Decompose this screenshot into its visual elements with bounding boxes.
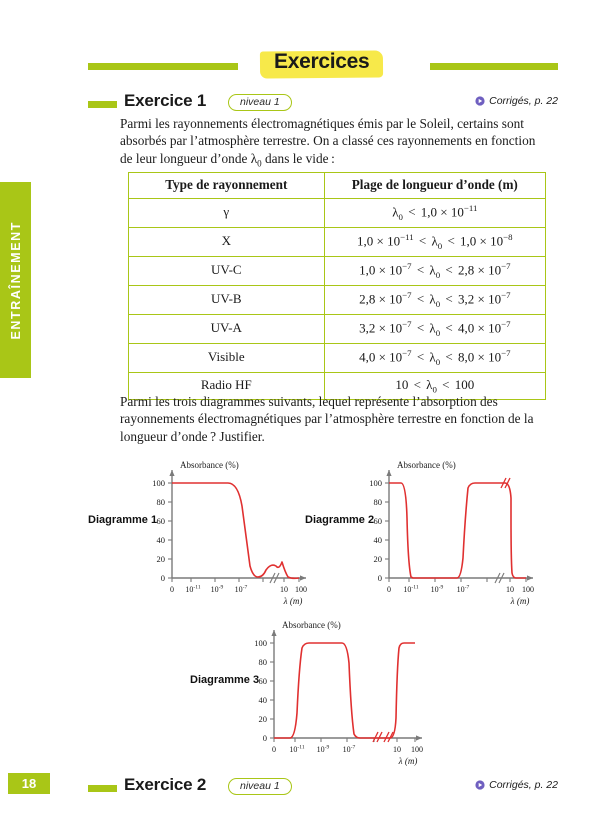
- table-row: [129, 256, 546, 285]
- exercise2-corriges-text: Corrigés, p. 22: [489, 779, 558, 791]
- exercise2-corriges-link[interactable]: [475, 779, 558, 791]
- svg-text:80: 80: [258, 657, 267, 667]
- svg-text:20: 20: [258, 714, 267, 724]
- diagramme-2: [305, 458, 555, 606]
- svg-text:60: 60: [258, 676, 267, 686]
- svg-text:0: 0: [272, 745, 276, 754]
- table-header-range: Plage de longueur d’onde (m): [324, 173, 545, 199]
- svg-text:10-7: $10^{-7}$: [456, 584, 470, 594]
- page-title: Exercices: [274, 50, 370, 73]
- diagramme-3-label: Diagramme 3: [190, 674, 260, 686]
- svg-text:100: 100: [522, 585, 534, 594]
- svg-text:10-9: $10^{-9}$: [430, 584, 444, 594]
- svg-text:20: 20: [373, 554, 382, 564]
- svg-text:0: 0: [377, 573, 382, 583]
- exercise2-title: Exercice 2: [124, 775, 207, 794]
- svg-text:10-9: $10^{-9}$: [210, 584, 224, 594]
- exercise2-dash: [88, 785, 117, 792]
- cell-radiation-type: X: [129, 227, 325, 256]
- svg-text:0: 0: [170, 585, 174, 594]
- svg-text:0: 0: [387, 585, 391, 594]
- svg-text:60: 60: [156, 516, 165, 526]
- diagramme-1-plot: [88, 458, 318, 606]
- table-row: [129, 314, 546, 343]
- play-circle-icon: [475, 96, 485, 106]
- exercise1-dash: [88, 101, 117, 108]
- cell-radiation-type: Radio HF: [129, 372, 325, 400]
- exercise1-heading: [88, 93, 558, 115]
- table-head: [129, 173, 546, 199]
- svg-text:100: 100: [411, 745, 423, 754]
- cell-radiation-type: UV-A: [129, 314, 325, 343]
- cell-wavelength-range: $\lambda_0 < 1,0 \times 10^{-11}$: [324, 199, 545, 228]
- svg-text:λ (m): λ (m): [510, 596, 530, 606]
- svg-text:100: 100: [152, 478, 165, 488]
- exercise1-intro-text: Parmi les rayonnements électromagnétiques émis par le Soleil, certains sont absorbés par l’atmosphère terrestre. On a classé ces rayonnements en fonction de leur longueur d’onde $\lambda_0$ dans le vide :: [120, 116, 536, 169]
- exercise2-heading: [88, 777, 558, 799]
- cell-wavelength-range: $10 < \lambda_0 < 100$: [324, 372, 545, 400]
- diagramme-2-label: Diagramme 2: [305, 514, 375, 526]
- cell-wavelength-range: $1,0 \times 10^{-7} < \lambda_0 < 2,8 \times 10^{-7}$: [324, 256, 545, 285]
- cell-wavelength-range: $4,0 \times 10^{-7} < \lambda_0 < 8,0 \times 10^{-7}$: [324, 343, 545, 372]
- cell-radiation-type: UV-C: [129, 256, 325, 285]
- svg-text:100: 100: [369, 478, 382, 488]
- banner-title-wrap: [260, 48, 383, 78]
- cell-wavelength-range: $3,2 \times 10^{-7} < \lambda_0 < 4,0 \times 10^{-7}$: [324, 314, 545, 343]
- svg-text:100: 100: [295, 585, 307, 594]
- exercise1-corriges-text: Corrigés, p. 22: [489, 95, 558, 107]
- svg-text:0: 0: [262, 733, 267, 743]
- banner-rule-right: [430, 63, 558, 70]
- svg-text:10-11: $10^{-11}$: [403, 584, 419, 594]
- svg-text:80: 80: [156, 497, 165, 507]
- radiation-table: [128, 172, 546, 400]
- diagramme-3-plot: [190, 618, 440, 766]
- exercices-banner: [88, 48, 558, 82]
- svg-text:10-11: $10^{-11}$: [185, 584, 201, 594]
- svg-text:10-9: $10^{-9}$: [316, 744, 330, 754]
- exercise1-question-text: Parmi les trois diagrammes suivants, lequel représente l’absorption des rayonnements électromagnétiques par l’atmosphère terrestre en fonction de la longueur d’onde ? Justifier.: [120, 394, 534, 444]
- svg-text:40: 40: [258, 695, 267, 705]
- play-circle-icon: [475, 780, 485, 790]
- diagramme-3: [190, 618, 440, 766]
- svg-text:10: 10: [393, 745, 401, 754]
- svg-text:100: 100: [254, 638, 267, 648]
- cell-radiation-type: UV-B: [129, 285, 325, 314]
- svg-text:Absorbance (%): Absorbance (%): [397, 460, 456, 470]
- svg-text:λ (m): λ (m): [398, 756, 418, 766]
- table-row: [129, 343, 546, 372]
- cell-radiation-type: Visible: [129, 343, 325, 372]
- exercise1-title: Exercice 1: [124, 91, 207, 110]
- svg-text:Absorbance (%): Absorbance (%): [180, 460, 239, 470]
- diagramme-2-plot: [305, 458, 555, 606]
- svg-text:60: 60: [373, 516, 382, 526]
- svg-text:10: 10: [280, 585, 288, 594]
- banner-rule-left: [88, 63, 238, 70]
- table-row: [129, 199, 546, 228]
- page-number-badge: [8, 773, 50, 794]
- svg-text:λ (m): λ (m): [283, 596, 303, 606]
- table-header-type: Type de rayonnement: [129, 173, 325, 199]
- table-row: [129, 227, 546, 256]
- table-row: [129, 285, 546, 314]
- svg-text:80: 80: [373, 497, 382, 507]
- svg-text:40: 40: [373, 535, 382, 545]
- section-tab-entrainement: [0, 182, 31, 378]
- page-number-text: 18: [21, 776, 37, 791]
- exercise1-level-badge: niveau 1: [228, 94, 292, 111]
- svg-text:10-7: $10^{-7}$: [342, 744, 356, 754]
- svg-text:10-11: $10^{-11}$: [289, 744, 305, 754]
- svg-text:20: 20: [156, 554, 165, 564]
- svg-text:10-7: $10^{-7}$: [234, 584, 248, 594]
- section-tab-label: ENTRAÎNEMENT: [8, 220, 23, 340]
- exercise2-level-badge: niveau 1: [228, 778, 292, 795]
- svg-text:10: 10: [506, 585, 514, 594]
- exercise1-corriges-link[interactable]: [475, 95, 558, 107]
- cell-radiation-type: γ: [129, 199, 325, 228]
- cell-wavelength-range: $1,0 \times 10^{-11} < \lambda_0 < 1,0 \times 10^{-8}$: [324, 227, 545, 256]
- table-header-row: [129, 173, 546, 199]
- table-body: [129, 199, 546, 400]
- diagramme-1: [88, 458, 318, 606]
- svg-text:Absorbance (%): Absorbance (%): [282, 620, 341, 630]
- cell-wavelength-range: $2,8 \times 10^{-7} < \lambda_0 < 3,2 \times 10^{-7}$: [324, 285, 545, 314]
- svg-text:40: 40: [156, 535, 165, 545]
- svg-text:0: 0: [160, 573, 165, 583]
- diagramme-1-label: Diagramme 1: [88, 514, 158, 526]
